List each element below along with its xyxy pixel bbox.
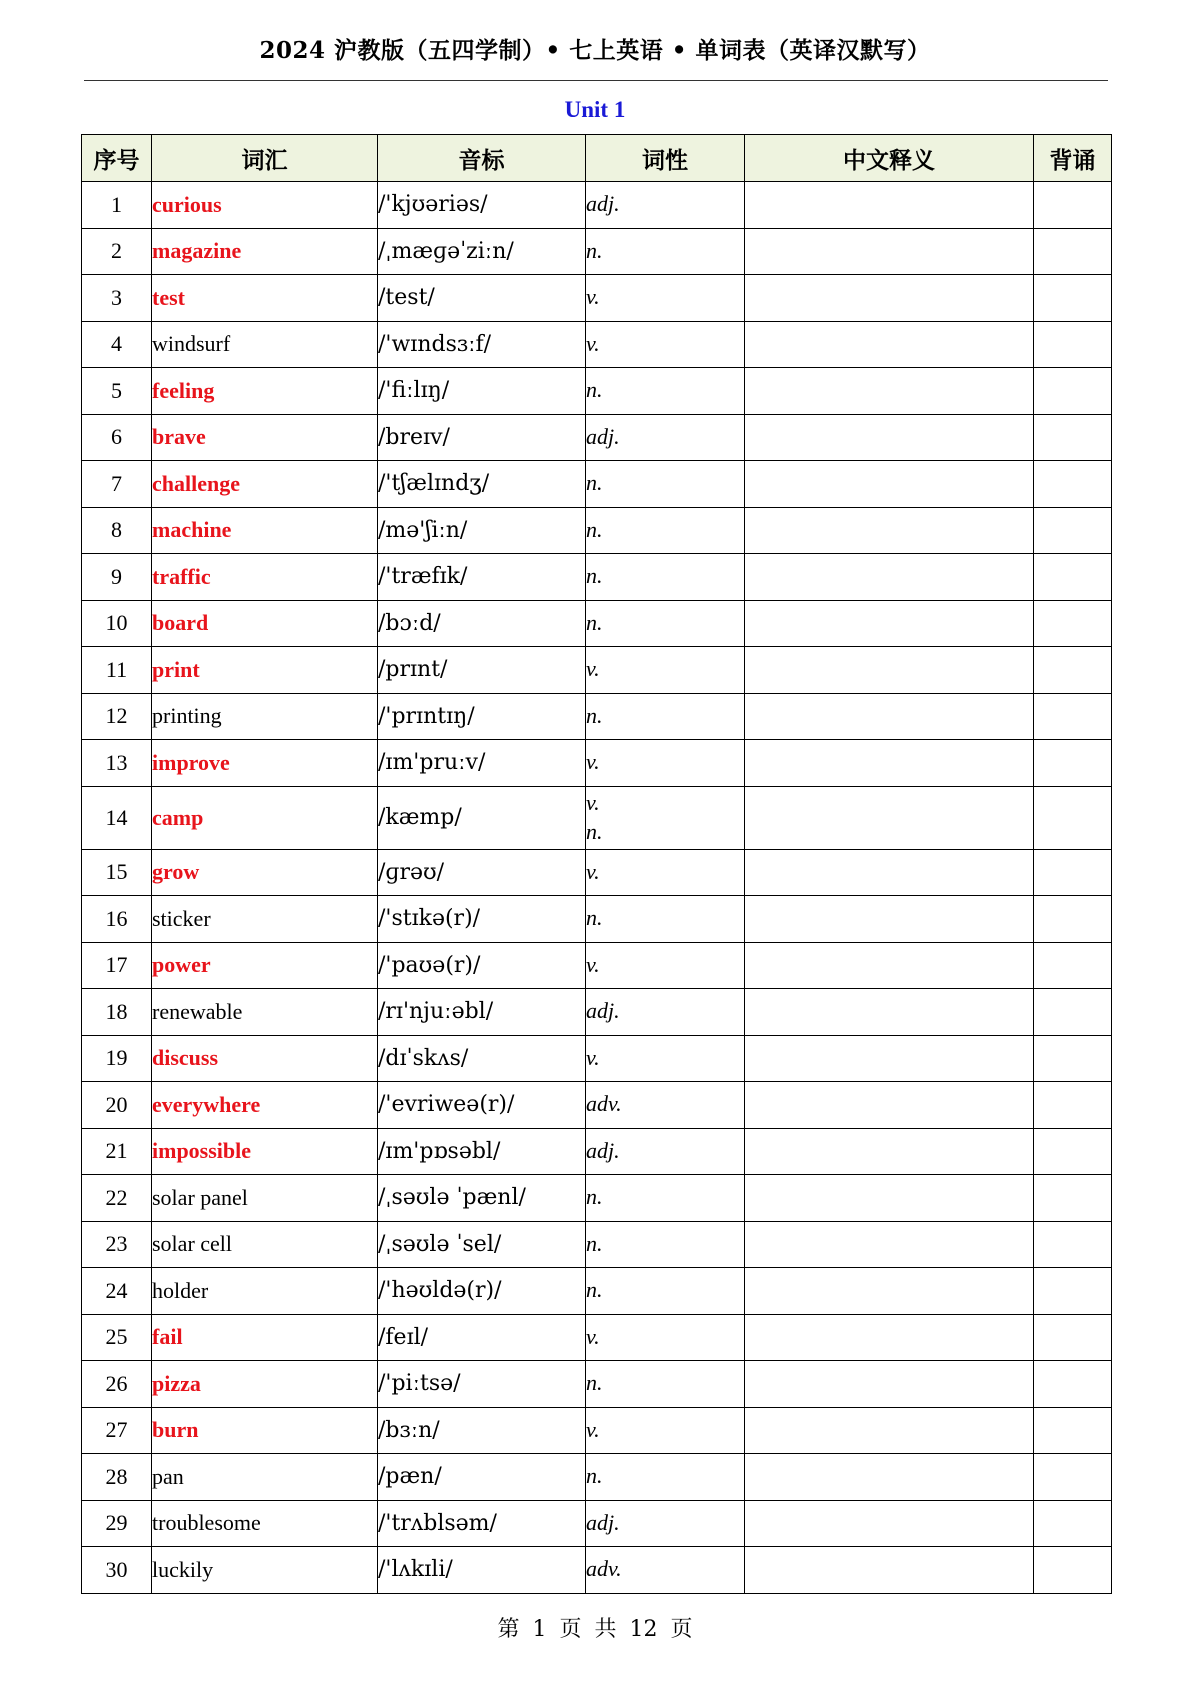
part-of-speech	[586, 989, 745, 1036]
header-phonetic: 音标	[378, 135, 586, 182]
chinese-meaning-blank[interactable]	[745, 786, 1034, 849]
table-row	[82, 1035, 1112, 1082]
row-number: 20	[82, 1082, 152, 1129]
table-row	[82, 321, 1112, 368]
phonetic: /ɪm'pɒsəbl/	[378, 1128, 586, 1175]
phonetic: /'trʌblsəm/	[378, 1500, 586, 1547]
pos-label: adj.	[586, 191, 620, 217]
vocab-word: solar panel	[152, 1175, 378, 1222]
recite-checkbox-cell[interactable]	[1034, 1268, 1112, 1315]
part-of-speech	[586, 1175, 745, 1222]
chinese-meaning-blank[interactable]	[745, 1454, 1034, 1501]
row-number: 28	[82, 1454, 152, 1501]
row-number: 11	[82, 647, 152, 694]
vocab-word: luckily	[152, 1547, 378, 1594]
vocab-word: pizza	[152, 1361, 378, 1408]
chinese-meaning-blank[interactable]	[745, 1314, 1034, 1361]
recite-checkbox-cell[interactable]	[1034, 1175, 1112, 1222]
phonetic: /pæn/	[378, 1454, 586, 1501]
chinese-meaning-blank[interactable]	[745, 1175, 1034, 1222]
pos-label: v.	[586, 858, 600, 884]
vocab-word: challenge	[152, 461, 378, 508]
recite-checkbox-cell[interactable]	[1034, 1082, 1112, 1129]
part-of-speech	[586, 786, 745, 849]
row-number: 13	[82, 740, 152, 787]
part-of-speech	[586, 1221, 745, 1268]
pos-label: adv.	[586, 1556, 622, 1582]
recite-checkbox-cell[interactable]	[1034, 414, 1112, 461]
recite-checkbox-cell[interactable]	[1034, 1221, 1112, 1268]
pos-label: n.	[586, 237, 603, 263]
phonetic: /'fiːlɪŋ/	[378, 368, 586, 415]
pos-label: n.	[586, 377, 603, 403]
chinese-meaning-blank[interactable]	[745, 461, 1034, 508]
phonetic: /feɪl/	[378, 1314, 586, 1361]
vocab-word: machine	[152, 507, 378, 554]
vocab-word: pan	[152, 1454, 378, 1501]
row-number: 15	[82, 849, 152, 896]
row-number: 21	[82, 1128, 152, 1175]
recite-checkbox-cell[interactable]	[1034, 740, 1112, 787]
table-row	[82, 1175, 1112, 1222]
row-number: 29	[82, 1500, 152, 1547]
vocab-word: renewable	[152, 989, 378, 1036]
chinese-meaning-blank[interactable]	[745, 275, 1034, 322]
vocab-word: board	[152, 600, 378, 647]
phonetic: /ˌsəʊlə ˈsel/	[378, 1221, 586, 1268]
pos-label-secondary: n.	[586, 818, 603, 844]
phonetic: /'piːtsə/	[378, 1361, 586, 1408]
phonetic: /'paʊə(r)/	[378, 942, 586, 989]
recite-checkbox-cell[interactable]	[1034, 1128, 1112, 1175]
pos-label: v.	[586, 1416, 600, 1442]
chinese-meaning-blank[interactable]	[745, 1268, 1034, 1315]
phonetic: /dɪˈskʌs/	[378, 1035, 586, 1082]
recite-checkbox-cell[interactable]	[1034, 1407, 1112, 1454]
chinese-meaning-blank[interactable]	[745, 182, 1034, 229]
phonetic: /ˌmæɡəˈziːn/	[378, 228, 586, 275]
phonetic: /test/	[378, 275, 586, 322]
phonetic: /'prɪntɪŋ/	[378, 693, 586, 740]
part-of-speech	[586, 1268, 745, 1315]
pos-label: v.	[586, 1323, 600, 1349]
row-number: 25	[82, 1314, 152, 1361]
table-row	[82, 182, 1112, 229]
chinese-meaning-blank[interactable]	[745, 989, 1034, 1036]
chinese-meaning-blank[interactable]	[745, 740, 1034, 787]
phonetic: /rɪ'njuːəbl/	[378, 989, 586, 1036]
document-title: 2024 沪教版（五四学制）• 七上英语 • 单词表（英译汉默写）	[259, 37, 931, 64]
part-of-speech	[586, 554, 745, 601]
row-number: 14	[82, 786, 152, 849]
part-of-speech	[586, 1128, 745, 1175]
chinese-meaning-blank[interactable]	[745, 321, 1034, 368]
row-number: 12	[82, 693, 152, 740]
recite-checkbox-cell[interactable]	[1034, 1314, 1112, 1361]
table-row	[82, 1221, 1112, 1268]
recite-checkbox-cell[interactable]	[1034, 942, 1112, 989]
chinese-meaning-blank[interactable]	[745, 849, 1034, 896]
table-header-row	[82, 135, 1112, 182]
header-number: 序号	[82, 135, 152, 182]
part-of-speech	[586, 896, 745, 943]
table-row	[82, 461, 1112, 508]
table-row	[82, 1500, 1112, 1547]
vocab-word: printing	[152, 693, 378, 740]
chinese-meaning-blank[interactable]	[745, 1547, 1034, 1594]
table-row	[82, 275, 1112, 322]
recite-checkbox-cell[interactable]	[1034, 1035, 1112, 1082]
pos-label: n.	[586, 1277, 603, 1303]
row-number: 30	[82, 1547, 152, 1594]
row-number: 24	[82, 1268, 152, 1315]
table-row	[82, 896, 1112, 943]
recite-checkbox-cell[interactable]	[1034, 693, 1112, 740]
phonetic: /mə'ʃiːn/	[378, 507, 586, 554]
phonetic: /bɔːd/	[378, 600, 586, 647]
chinese-meaning-blank[interactable]	[745, 896, 1034, 943]
phonetic: /'evriweə(r)/	[378, 1082, 586, 1129]
table-row	[82, 1082, 1112, 1129]
unit-heading: Unit 1	[564, 97, 626, 122]
pos-label: adj.	[586, 1509, 620, 1535]
pos-label: v.	[586, 951, 600, 977]
table-row	[82, 740, 1112, 787]
phonetic: /'həʊldə(r)/	[378, 1268, 586, 1315]
chinese-meaning-blank[interactable]	[745, 414, 1034, 461]
vocab-word: camp	[152, 786, 378, 849]
vocab-word: feeling	[152, 368, 378, 415]
vocab-word: brave	[152, 414, 378, 461]
part-of-speech	[586, 368, 745, 415]
pos-label: n.	[586, 702, 603, 728]
row-number: 3	[82, 275, 152, 322]
pos-label: n.	[586, 1463, 603, 1489]
part-of-speech	[586, 1082, 745, 1129]
table-row	[82, 228, 1112, 275]
phonetic: /'stɪkə(r)/	[378, 896, 586, 943]
recite-checkbox-cell[interactable]	[1034, 1500, 1112, 1547]
row-number: 27	[82, 1407, 152, 1454]
part-of-speech	[586, 942, 745, 989]
part-of-speech	[586, 1314, 745, 1361]
pos-label: n.	[586, 470, 603, 496]
table-row	[82, 1268, 1112, 1315]
chinese-meaning-blank[interactable]	[745, 507, 1034, 554]
table-row	[82, 507, 1112, 554]
part-of-speech	[586, 1035, 745, 1082]
chinese-meaning-blank[interactable]	[745, 942, 1034, 989]
part-of-speech	[586, 182, 745, 229]
phonetic: /breɪv/	[378, 414, 586, 461]
recite-checkbox-cell[interactable]	[1034, 507, 1112, 554]
vocab-word: sticker	[152, 896, 378, 943]
vocab-word: power	[152, 942, 378, 989]
phonetic: /bɜːn/	[378, 1407, 586, 1454]
table-row	[82, 942, 1112, 989]
recite-checkbox-cell[interactable]	[1034, 1547, 1112, 1594]
vocab-word: discuss	[152, 1035, 378, 1082]
recite-checkbox-cell[interactable]	[1034, 1361, 1112, 1408]
row-number: 26	[82, 1361, 152, 1408]
table-row	[82, 368, 1112, 415]
part-of-speech	[586, 1547, 745, 1594]
row-number: 8	[82, 507, 152, 554]
phonetic: /'træfɪk/	[378, 554, 586, 601]
vocab-word: troublesome	[152, 1500, 378, 1547]
vocab-word: improve	[152, 740, 378, 787]
part-of-speech	[586, 461, 745, 508]
pos-label: n.	[586, 1230, 603, 1256]
recite-checkbox-cell[interactable]	[1034, 228, 1112, 275]
recite-checkbox-cell[interactable]	[1034, 1454, 1112, 1501]
pos-label: v.	[586, 284, 600, 310]
table-row	[82, 849, 1112, 896]
chinese-meaning-blank[interactable]	[745, 1128, 1034, 1175]
row-number: 1	[82, 182, 152, 229]
part-of-speech	[586, 600, 745, 647]
phonetic: /'tʃælɪndʒ/	[378, 461, 586, 508]
part-of-speech	[586, 1361, 745, 1408]
recite-checkbox-cell[interactable]	[1034, 275, 1112, 322]
phonetic: /ˌsəʊlə ˈpænl/	[378, 1175, 586, 1222]
vocab-word: holder	[152, 1268, 378, 1315]
table-row	[82, 693, 1112, 740]
chinese-meaning-blank[interactable]	[745, 368, 1034, 415]
pos-label: n.	[586, 516, 603, 542]
vocab-word: curious	[152, 182, 378, 229]
recite-checkbox-cell[interactable]	[1034, 786, 1112, 849]
table-row	[82, 414, 1112, 461]
phonetic: /prɪnt/	[378, 647, 586, 694]
page-number: 第 1 页 共 12 页	[497, 1617, 693, 1642]
part-of-speech	[586, 1407, 745, 1454]
row-number: 19	[82, 1035, 152, 1082]
chinese-meaning-blank[interactable]	[745, 1500, 1034, 1547]
title-divider	[84, 80, 1108, 81]
row-number: 9	[82, 554, 152, 601]
header-recite: 背诵	[1034, 135, 1112, 182]
pos-label: n.	[586, 563, 603, 589]
pos-label: adj.	[586, 423, 620, 449]
table-row	[82, 1361, 1112, 1408]
recite-checkbox-cell[interactable]	[1034, 647, 1112, 694]
pos-label: adj.	[586, 998, 620, 1024]
recite-checkbox-cell[interactable]	[1034, 989, 1112, 1036]
row-number: 6	[82, 414, 152, 461]
recite-checkbox-cell[interactable]	[1034, 600, 1112, 647]
vocab-word: solar cell	[152, 1221, 378, 1268]
vocab-word: impossible	[152, 1128, 378, 1175]
part-of-speech	[586, 275, 745, 322]
row-number: 23	[82, 1221, 152, 1268]
phonetic: /ɪm'pruːv/	[378, 740, 586, 787]
pos-label: adj.	[586, 1137, 620, 1163]
part-of-speech	[586, 1454, 745, 1501]
vocab-word: everywhere	[152, 1082, 378, 1129]
pos-label: n.	[586, 609, 603, 635]
pos-label: n.	[586, 1370, 603, 1396]
phonetic: /'kjʊəriəs/	[378, 182, 586, 229]
row-number: 18	[82, 989, 152, 1036]
chinese-meaning-blank[interactable]	[745, 600, 1034, 647]
chinese-meaning-blank[interactable]	[745, 554, 1034, 601]
chinese-meaning-blank[interactable]	[745, 1407, 1034, 1454]
row-number: 2	[82, 228, 152, 275]
chinese-meaning-blank[interactable]	[745, 1221, 1034, 1268]
part-of-speech	[586, 647, 745, 694]
vocabulary-table	[81, 134, 1112, 1594]
header-word: 词汇	[152, 135, 378, 182]
table-row	[82, 600, 1112, 647]
row-number: 17	[82, 942, 152, 989]
pos-label: v.	[586, 749, 600, 775]
row-number: 7	[82, 461, 152, 508]
part-of-speech	[586, 228, 745, 275]
table-row	[82, 1128, 1112, 1175]
pos-label: v.	[586, 1044, 600, 1070]
chinese-meaning-blank[interactable]	[745, 1035, 1034, 1082]
recite-checkbox-cell[interactable]	[1034, 849, 1112, 896]
table-row	[82, 989, 1112, 1036]
vocab-word: windsurf	[152, 321, 378, 368]
header-chinese-meaning: 中文释义	[745, 135, 1034, 182]
part-of-speech	[586, 740, 745, 787]
pos-label: v.	[586, 656, 600, 682]
phonetic: /'lʌkɪli/	[378, 1547, 586, 1594]
phonetic: /ɡrəʊ/	[378, 849, 586, 896]
row-number: 5	[82, 368, 152, 415]
vocab-word: test	[152, 275, 378, 322]
part-of-speech	[586, 849, 745, 896]
recite-checkbox-cell[interactable]	[1034, 182, 1112, 229]
table-row	[82, 1454, 1112, 1501]
row-number: 16	[82, 896, 152, 943]
vocab-word: burn	[152, 1407, 378, 1454]
row-number: 22	[82, 1175, 152, 1222]
row-number: 4	[82, 321, 152, 368]
phonetic: /'wɪndsɜːf/	[378, 321, 586, 368]
chinese-meaning-blank[interactable]	[745, 228, 1034, 275]
recite-checkbox-cell[interactable]	[1034, 461, 1112, 508]
table-row	[82, 1314, 1112, 1361]
part-of-speech	[586, 507, 745, 554]
part-of-speech	[586, 321, 745, 368]
pos-label: n.	[586, 905, 603, 931]
recite-checkbox-cell[interactable]	[1034, 321, 1112, 368]
vocab-word: fail	[152, 1314, 378, 1361]
chinese-meaning-blank[interactable]	[745, 647, 1034, 694]
table-row	[82, 786, 1112, 849]
vocab-word: print	[152, 647, 378, 694]
table-row	[82, 554, 1112, 601]
vocab-word: grow	[152, 849, 378, 896]
table-row	[82, 647, 1112, 694]
pos-label: v.	[586, 789, 600, 815]
phonetic: /kæmp/	[378, 786, 586, 849]
part-of-speech	[586, 414, 745, 461]
chinese-meaning-blank[interactable]	[745, 693, 1034, 740]
recite-checkbox-cell[interactable]	[1034, 896, 1112, 943]
row-number: 10	[82, 600, 152, 647]
pos-label: adv.	[586, 1091, 622, 1117]
part-of-speech	[586, 1500, 745, 1547]
vocab-word: traffic	[152, 554, 378, 601]
recite-checkbox-cell[interactable]	[1034, 554, 1112, 601]
pos-label: v.	[586, 330, 600, 356]
table-row	[82, 1407, 1112, 1454]
recite-checkbox-cell[interactable]	[1034, 368, 1112, 415]
vocab-word: magazine	[152, 228, 378, 275]
table-row	[82, 1547, 1112, 1594]
part-of-speech	[586, 693, 745, 740]
header-part-of-speech: 词性	[586, 135, 745, 182]
chinese-meaning-blank[interactable]	[745, 1082, 1034, 1129]
chinese-meaning-blank[interactable]	[745, 1361, 1034, 1408]
pos-label: n.	[586, 1184, 603, 1210]
